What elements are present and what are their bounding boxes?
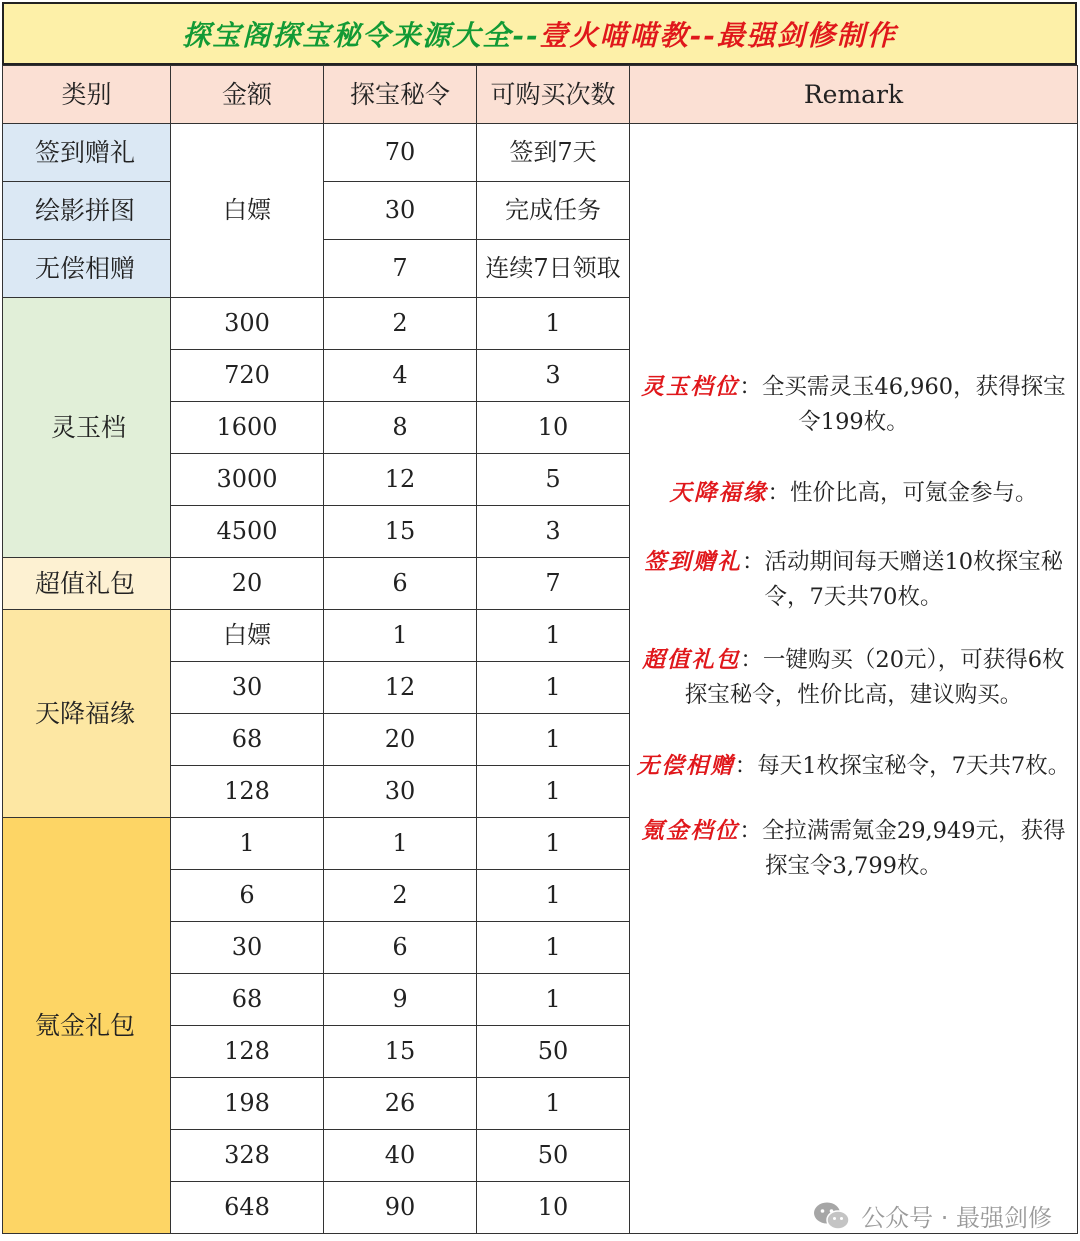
token-cell: 26 <box>324 1078 477 1130</box>
token-cell: 30 <box>324 766 477 818</box>
times-cell: 5 <box>477 454 630 506</box>
amount-cell: 1 <box>171 818 324 870</box>
token-cell: 8 <box>324 402 477 454</box>
watermark-text: 公众号 · 最强剑修 <box>861 1204 1052 1232</box>
remark-text: ：全买需灵玉46,960，获得探宝令199枚。 <box>739 374 1066 435</box>
category-cell: 超值礼包 <box>3 558 171 610</box>
remark-key: 签到赠礼 <box>643 549 742 575</box>
remark-key: 天降福缘 <box>669 480 768 506</box>
category-cell: 无偿相赠 <box>3 240 171 298</box>
times-cell: 3 <box>477 350 630 402</box>
category-cell: 天降福缘 <box>3 610 171 818</box>
remark-key: 超值礼包 <box>642 647 741 673</box>
times-cell: 1 <box>477 298 630 350</box>
token-cell: 6 <box>324 922 477 974</box>
remark-key: 氪金档位 <box>641 818 740 844</box>
remark-item <box>634 545 1073 615</box>
amount-cell: 128 <box>171 766 324 818</box>
times-cell: 50 <box>477 1130 630 1182</box>
amount-cell: 6 <box>171 870 324 922</box>
times-cell: 1 <box>477 714 630 766</box>
remark-text: ：全拉满需氪金29,949元，获得探宝令3,799枚。 <box>739 818 1066 879</box>
times-cell: 1 <box>477 610 630 662</box>
times-cell: 1 <box>477 1078 630 1130</box>
times-cell: 50 <box>477 1026 630 1078</box>
token-cell: 4 <box>324 350 477 402</box>
amount-cell: 30 <box>171 922 324 974</box>
wechat-icon <box>813 1201 851 1231</box>
token-cell: 2 <box>324 870 477 922</box>
times-cell: 1 <box>477 818 630 870</box>
amount-cell: 300 <box>171 298 324 350</box>
times-cell: 1 <box>477 662 630 714</box>
token-cell: 1 <box>324 610 477 662</box>
times-cell: 1 <box>477 922 630 974</box>
amount-cell: 328 <box>171 1130 324 1182</box>
token-cell: 15 <box>324 1026 477 1078</box>
remark-text: ：活动期间每天赠送10枚探宝秘令，7天共70枚。 <box>741 549 1064 610</box>
remark-item <box>634 814 1073 884</box>
amount-cell: 白嫖 <box>171 610 324 662</box>
amount-cell: 1600 <box>171 402 324 454</box>
remark-text: ：一键购买（20元），可获得6枚探宝秘令，性价比高，建议购买。 <box>684 647 1065 708</box>
token-cell: 90 <box>324 1182 477 1234</box>
token-cell: 30 <box>324 182 477 240</box>
times-cell: 1 <box>477 870 630 922</box>
remark-cell <box>630 124 1078 1234</box>
remark-text: ：每天1枚探宝秘令，7天共7枚。 <box>734 753 1071 779</box>
times-cell: 3 <box>477 506 630 558</box>
remark-item <box>634 749 1073 784</box>
token-cell: 9 <box>324 974 477 1026</box>
remark-item <box>634 476 1073 511</box>
amount-cell: 20 <box>171 558 324 610</box>
header-row <box>3 66 1078 124</box>
title-part-2: 壹火喵喵教--最强剑修制作 <box>539 18 897 52</box>
remark-item <box>634 370 1073 440</box>
category-cell: 灵玉档 <box>3 298 171 558</box>
token-cell: 2 <box>324 298 477 350</box>
times-cell: 10 <box>477 402 630 454</box>
times-cell: 10 <box>477 1182 630 1234</box>
amount-cell: 720 <box>171 350 324 402</box>
amount-cell: 3000 <box>171 454 324 506</box>
amount-cell: 30 <box>171 662 324 714</box>
times-cell: 签到7天 <box>477 124 630 182</box>
header-category: 类别 <box>3 66 171 124</box>
token-cell: 12 <box>324 662 477 714</box>
amount-cell: 68 <box>171 974 324 1026</box>
amount-cell: 白嫖 <box>171 124 324 298</box>
header-amount: 金额 <box>171 66 324 124</box>
remark-key: 无偿相赠 <box>636 753 735 779</box>
token-cell: 12 <box>324 454 477 506</box>
token-cell: 15 <box>324 506 477 558</box>
token-cell: 70 <box>324 124 477 182</box>
times-cell: 1 <box>477 974 630 1026</box>
title-part-1: 探宝阁探宝秘令来源大全-- <box>182 18 540 52</box>
times-cell: 7 <box>477 558 630 610</box>
amount-cell: 648 <box>171 1182 324 1234</box>
amount-cell: 128 <box>171 1026 324 1078</box>
amount-cell: 68 <box>171 714 324 766</box>
token-cell: 20 <box>324 714 477 766</box>
header-remark: Remark <box>630 66 1078 124</box>
token-cell: 7 <box>324 240 477 298</box>
token-cell: 1 <box>324 818 477 870</box>
page-title <box>2 2 1077 65</box>
remark-item <box>634 643 1073 713</box>
times-cell: 1 <box>477 766 630 818</box>
watermark <box>813 1198 1052 1233</box>
category-cell: 氪金礼包 <box>3 818 171 1234</box>
header-times: 可购买次数 <box>477 66 630 124</box>
times-cell: 完成任务 <box>477 182 630 240</box>
token-cell: 6 <box>324 558 477 610</box>
remark-key: 灵玉档位 <box>641 374 740 400</box>
amount-cell: 198 <box>171 1078 324 1130</box>
token-source-table <box>2 65 1078 1234</box>
category-cell: 签到赠礼 <box>3 124 171 182</box>
times-cell: 连续7日领取 <box>477 240 630 298</box>
table-row <box>3 124 1078 182</box>
header-token: 探宝秘令 <box>324 66 477 124</box>
remark-text: ：性价比高，可氪金参与。 <box>767 480 1038 506</box>
category-cell: 绘影拼图 <box>3 182 171 240</box>
token-cell: 40 <box>324 1130 477 1182</box>
amount-cell: 4500 <box>171 506 324 558</box>
